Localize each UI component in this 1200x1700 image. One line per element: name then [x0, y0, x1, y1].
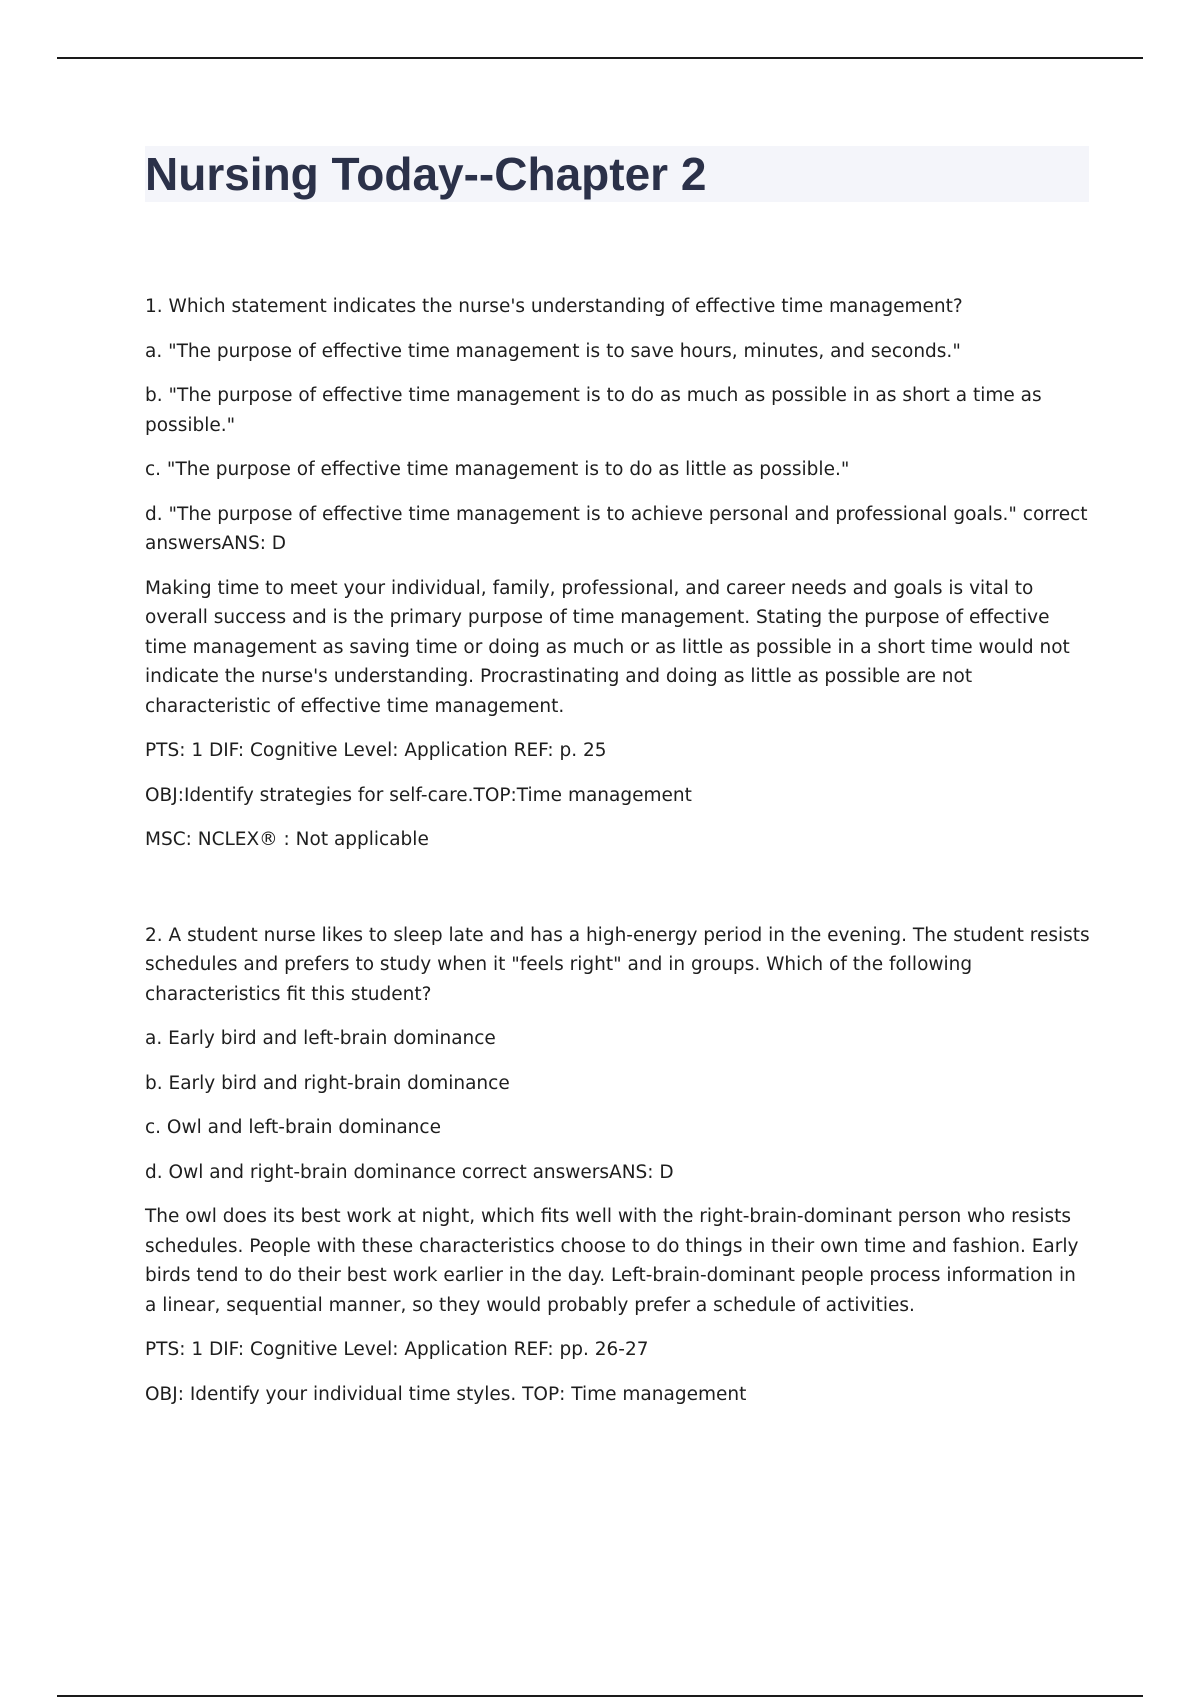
- points-line: PTS: 1 DIF: Cognitive Level: Application REF: p. 25: [145, 740, 607, 761]
- top-rule: [57, 57, 1143, 59]
- answer-option: c. Owl and left-brain dominance: [145, 1117, 441, 1138]
- answer-option: d. Owl and right-brain dominance correct answersANS: D: [145, 1161, 674, 1183]
- document-title: Nursing Today--Chapter 2: [145, 148, 707, 200]
- objective-line: OBJ:Identify strategies for self-care.TOP:Time management: [145, 784, 692, 806]
- rationale: The owl does its best work at night, which fits well with the right-brain-dominant person who resists schedules. People with these characteristics choose to do things in their own time and fashion. Early birds tend to do their best work earlier in the day. Left-brain-dominant people process information in a linear, sequential manner, so they would probably prefer a schedule of activities.: [145, 1206, 1079, 1316]
- question-spacer: [145, 870, 1090, 921]
- bottom-rule: [57, 1695, 1143, 1697]
- question-1: [145, 292, 1090, 855]
- points-line: PTS: 1 DIF: Cognitive Level: Application REF: pp. 26-27: [145, 1339, 649, 1360]
- answer-option: a. Early bird and left-brain dominance: [145, 1028, 496, 1049]
- document-body: [145, 292, 1090, 1424]
- question-2: [145, 921, 1090, 1410]
- answer-option: a. "The purpose of effective time management is to save hours, minutes, and seconds.": [145, 340, 961, 362]
- answer-option: d. "The purpose of effective time management is to achieve personal and professional goals." correct answersANS: D: [145, 503, 1088, 554]
- objective-line: OBJ: Identify your individual time styles. TOP: Time management: [145, 1383, 747, 1405]
- rationale: Making time to meet your individual, family, professional, and career needs and goals is vital to overall success and is the primary purpose of time management. Stating the purpose of effective time management as saving time or doing as much or as little as possible in a short time would not indicate the nurse's understanding. Procrastinating and doing as little as possible are not characteristic of effective time management.: [145, 577, 1070, 717]
- question-stem: 1. Which statement indicates the nurse's understanding of effective time management?: [145, 296, 963, 317]
- msc-line: MSC: NCLEX® : Not applicable: [145, 829, 429, 850]
- answer-option: b. Early bird and right-brain dominance: [145, 1072, 510, 1094]
- answer-option: c. "The purpose of effective time management is to do as little as possible.": [145, 459, 850, 480]
- question-stem: 2. A student nurse likes to sleep late and has a high-energy period in the evening. The student resists schedules and prefers to study when it "feels right" and in groups. Which of the following characteristics fit this student?: [145, 924, 1090, 1005]
- answer-option: b. "The purpose of effective time management is to do as much as possible in as short a time as possible.": [145, 385, 1042, 436]
